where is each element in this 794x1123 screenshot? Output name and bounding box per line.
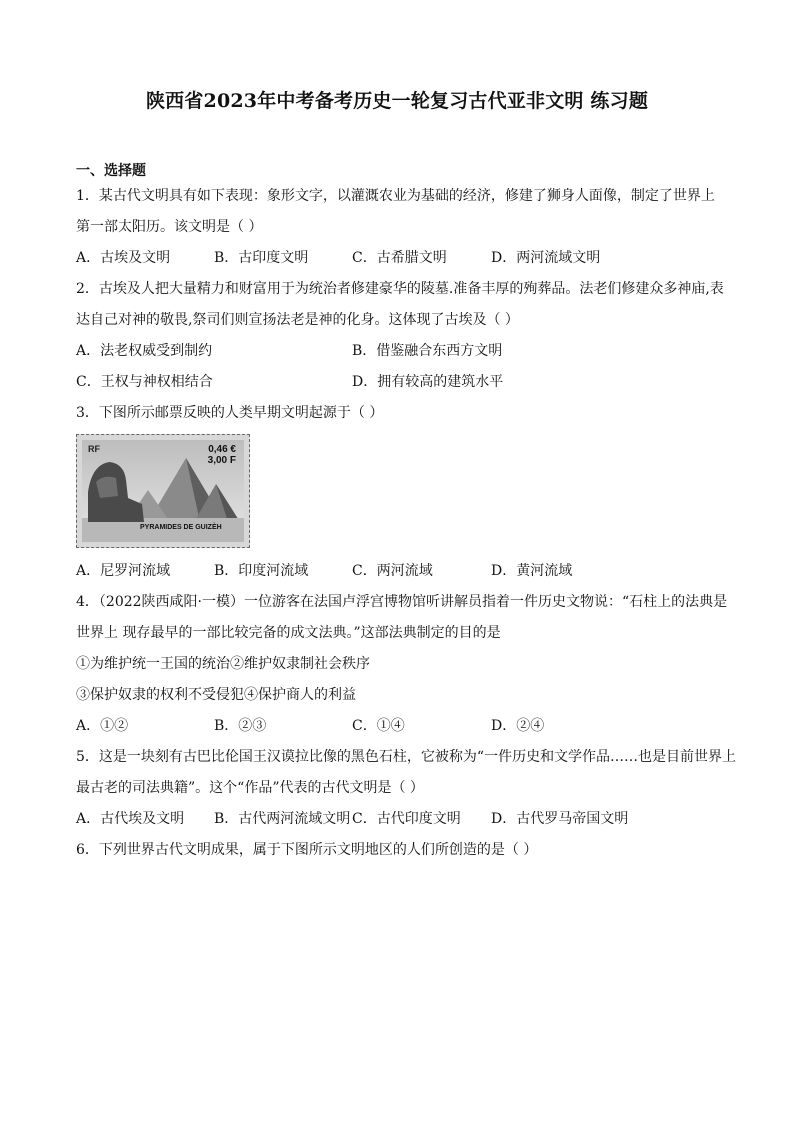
question-5-option-b: B．古代两河流域文明 [214, 811, 351, 827]
question-4-text-line-2: 世界上 现存最早的一部比较完备的成文法典。”这部法典制定的目的是 [76, 625, 501, 641]
question-2-option-a: A．法老权威受到制约 [76, 343, 213, 359]
question-1-option-b: B．古印度文明 [214, 250, 309, 266]
page-title: 陕西省2023年中考备考历史一轮复习古代亚非文明 练习题 [145, 90, 649, 112]
section-heading: 一、选择题 [76, 163, 146, 179]
question-5-option-d: D．古代罗马帝国文明 [491, 811, 629, 827]
question-2-text-line-2: 达自己对神的敬畏,祭司们则宣扬法老是神的化身。这体现了古埃及（ ） [76, 312, 519, 328]
question-3-option-a: A．尼罗河流域 [76, 563, 171, 579]
question-2-option-b: B．借鉴融合东西方文明 [352, 343, 503, 359]
question-1-option-a: A．古埃及文明 [76, 250, 171, 266]
question-5-text-line-1: 5．这是一块刻有古巴比伦国王汉谟拉比像的黑色石柱，它被称为“一件历史和文学作品……也是目前世界上 [76, 749, 737, 765]
question-5-option-c: C．古代印度文明 [352, 811, 461, 827]
question-2-text-line-1: 2．古埃及人把大量精力和财富用于为统治者修建豪华的陵墓.准备丰厚的殉葬品。法老们修建众多神庙,表 [76, 281, 724, 297]
stamp-price-franc: 3,00 F [207, 455, 236, 466]
question-3-option-b: B．印度河流域 [214, 563, 309, 579]
pyramid-stamp-image [76, 434, 250, 548]
question-1-option-d: D．两河流域文明 [491, 250, 601, 266]
question-3-text-line-1: 3．下图所示邮票反映的人类早期文明起源于（ ） [76, 405, 384, 421]
question-1-option-c: C．古希腊文明 [352, 250, 447, 266]
question-3-option-c: C．两河流域 [352, 563, 433, 579]
question-4-statement-1-2: ①为维护统一王国的统治②维护奴隶制社会秩序 [76, 656, 370, 672]
stamp-price-euro: 0,46 € [208, 444, 236, 455]
question-2-option-c: C．王权与神权相结合 [76, 374, 213, 390]
question-1-text-line-2: 第一部太阳历。该文明是（ ） [76, 219, 263, 235]
question-2-option-d: D．拥有较高的建筑水平 [352, 374, 504, 390]
question-5-option-a: A．古代埃及文明 [76, 811, 185, 827]
question-4-option-d: D．②④ [491, 718, 545, 734]
question-6-text-line-1: 6．下列世界古代文明成果，属于下图所示文明地区的人们所创造的是（ ） [76, 842, 538, 858]
question-4-text-line-1: 4．（2022陕西咸阳·一模）一位游客在法国卢浮宫博物馆听讲解员指着一件历史文物说：“石柱上的法典是 [76, 594, 728, 610]
stamp-caption: PYRAMIDES DE GUIZÈH [140, 524, 222, 531]
stamp-country-label: RF [88, 444, 100, 454]
question-1-text-line-1: 1．某古代文明具有如下表现：象形文字，以灌溉农业为基础的经济，修建了狮身人面像，制定了世界上 [76, 188, 715, 204]
stamp-picture [82, 440, 244, 542]
question-5-text-line-2: 最古老的司法典籍”。这个“作品”代表的古代文明是（ ） [76, 780, 424, 796]
question-4-option-b: B．②③ [214, 718, 267, 734]
question-3-option-d: D．黄河流域 [491, 563, 573, 579]
question-4-option-c: C．①④ [352, 718, 405, 734]
question-4-option-a: A．①② [76, 718, 129, 734]
question-4-statement-3-4: ③保护奴隶的权利不受侵犯④保护商人的利益 [76, 687, 356, 703]
